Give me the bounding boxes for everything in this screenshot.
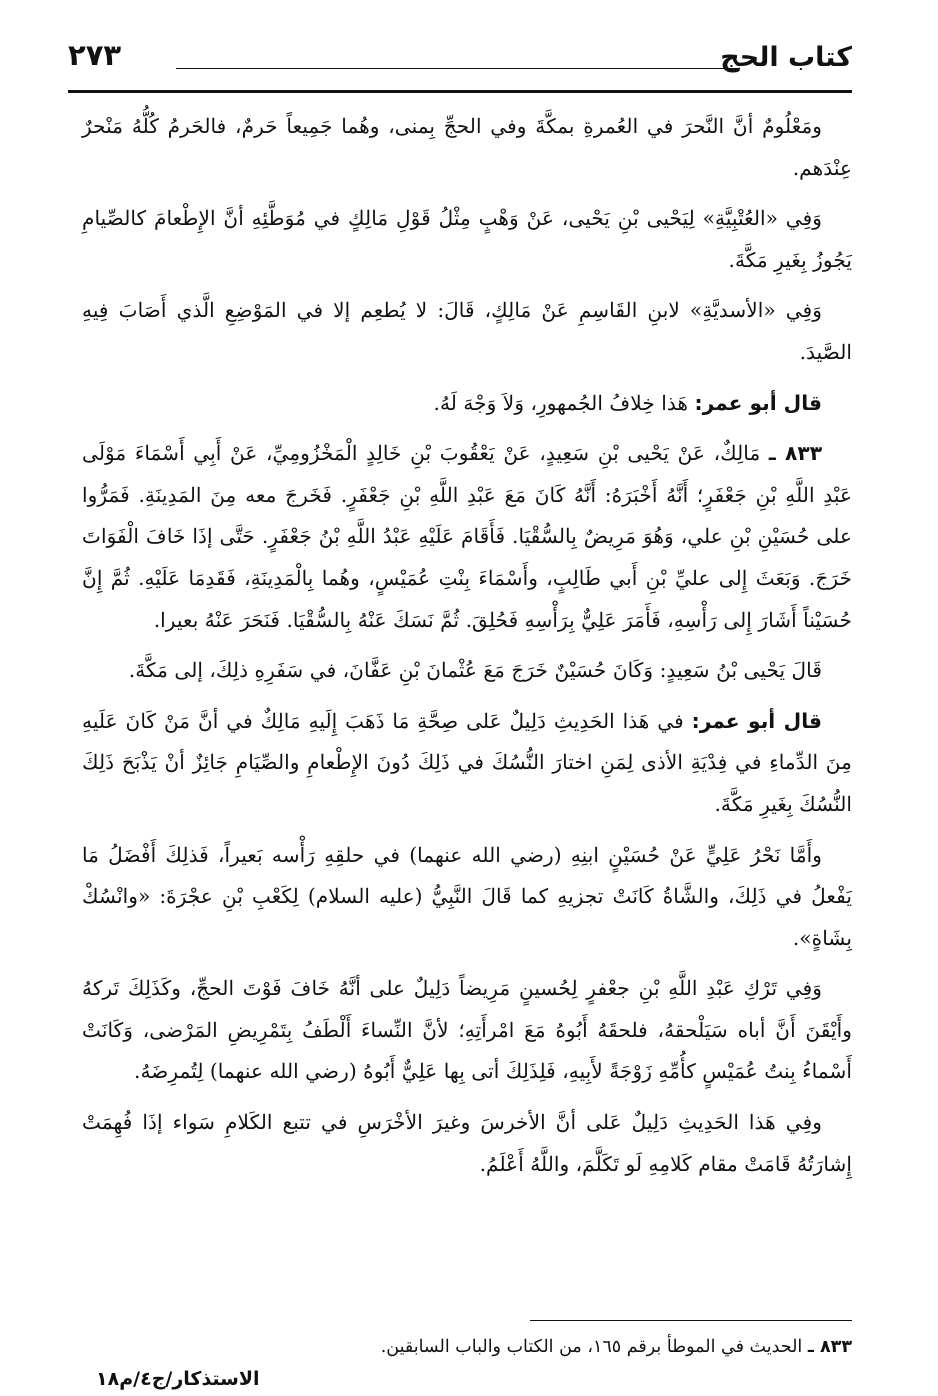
paragraph-text: وأَمَّا نَحْرُ عَلِيٍّ عَنْ حُسَيْنٍ ابنِهِ (رضي الله عنهما) في حلقِهِ رَأْسه بَعيراً، فَذلِكَ أَفْضَلُ مَا يَفْعلُ في ذَلِكَ، والشَّاةُ كَانَتْ تجزيهِ كما قَالَ النَّبِيُّ (عليه السلام) لِكَعْبِ بْنِ عجْرَةَ: «وانْسُكْ بِشَاةٍ». [82,842,852,950]
paragraph-text: وَفِي تَرْكِ عَبْدِ اللَّهِ بْنِ جعْفرٍ لِحُسينٍ مَرِيضاً دَلِيلٌ على أنَّهُ خَافَ فَوْتَ الحجِّ، وكَذَلِكَ تَركهُ وأَيْقَنَ أَنَّ أباه سَيَلْحقهُ، فلحقَهُ أَبُوهُ مَعَ امْرأَتِهِ؛ لأنَّ النِّساءَ أَلْطَفُ بِتَمْرِيضِ المَرْضى، وَكَانَتْ أَسْماءُ بِنتُ عُمَيْسٍ كأُمِّهِ زَوْجَةً لأَبِيهِ، فَلِذَلِكَ أتى بِها عَلِيٌّ أَبُوهُ (رضي الله عنهما) لِتُمرِضَهُ. [82,976,852,1084]
footnote-separator [530,1320,852,1321]
paragraph [82,106,852,189]
footnote-number: ٨٣٣ ـ [807,1337,852,1357]
hadith-paragraph [82,433,852,641]
speaker-label: قال أبو عمر: [691,708,822,733]
paragraph-text: وَفِي «الأسديَّةِ» لابنِ القَاسِمِ عَنْ مَالِكٍ، قَالَ: لا يُطعِم إلا في المَوْضِعِ الَّذي أَصَابَ فِيهِ الصَّيدَ. [82,298,852,364]
paragraph-text: ومَعْلُومٌ أنَّ النَّحرَ في العُمرةِ بمكَّةَ وفي الحجِّ بِمنى، وهُما جَمِيعاً حَرمٌ، فالحَرمُ كُلُّهُ مَنْحرٌ عِنْدَهم. [82,114,852,180]
running-header [68,38,852,93]
paragraph-text: مَالِكٌ، عَنْ يَحْيى بْنِ سَعِيدٍ، عَنْ يَعْقُوبَ بْنِ خَالِدٍ الْمَخْزُومِيِّ، عَنْ أَبِي أَسْمَاءَ مَوْلَى عَبْدِ اللَّهِ بْنِ جَعْفَرٍ؛ أَنَّهُ أَخْبَرَهُ: أَنَّهُ كَانَ مَعَ عَبْدِ اللَّهِ بْنِ جَعْفَرٍ. فَخَرجَ معه مِنَ المَدِينَةِ. فَمَرُّوا على حُسَيْنِ بْنِ علي، وَهُوَ مَرِيضٌ بِالسُّقْيَا. فَأَقَامَ عَلَيْهِ عَبْدُ اللَّهِ بْنُ جَعْفَرٍ. حَتَّى إذَا خَافَ الْفَوَاتَ خَرَجَ. وَبَعَثَ إِلى عليِّ بْنِ أَبي طَالِبٍ، وأَسْمَاءَ بِنْتِ عُمَيْسٍ، وهُما بِالْمَدِينَةِ، فَقَدِمَا عَلَيْهِ. ثُمَّ إِنَّ حُسَيْناً أَشَارَ إِلى رَأْسِهِ، فَأَمَرَ عَلِيٌّ بِرَأْسِهِ فَحُلِقَ. ثُمَّ نَسَكَ عَنْهُ بِالسُّقْيَا. فَنَحَرَ عَنْهُ بعيرا. [82,441,852,632]
paragraph [82,383,852,425]
paragraph [82,701,852,826]
paragraph [82,198,852,281]
hadith-number: ٨٣٣ ـ [768,441,823,466]
paragraph [82,968,852,1093]
page-body [82,106,852,1194]
speaker-label: قال أبو عمر: [694,390,822,415]
paragraph [82,1102,852,1185]
paragraph [82,835,852,960]
paragraph-text: في هَذا الحَدِيثِ دَلِيلٌ عَلى صِحَّةِ مَا ذَهَبَ إِلَيهِ مَالِكٌ في أنَّ مَنْ كَانَ عَلَيهِ مِنَ الدِّماءِ في فِدْيَةِ الأذى لِمَنِ اختارَ النُّسُكَ في ذَلِكَ دُونَ الإِطْعامِ والصِّيَامِ جَائِزٌ أنْ يَذْبَحَ ذَلِكَ النُّسُكَ بِغَيرِ مَكَّةَ. [82,708,852,816]
paragraph-text: قَالَ يَحْيى بْنُ سَعِيدٍ: وَكَانَ حُسَيْنٌ خَرَجَ مَعَ عُثْمانَ بْنِ عَفَّانَ، في سَفَرِهِ ذلِكَ، إلى مَكَّةَ. [128,658,822,683]
paragraph-text: هَذا خِلافُ الجُمهورِ، وَلاَ وَجْهَ لَهُ. [433,390,689,415]
paragraph [82,650,852,692]
paragraph-text: وَفِي «العُتْبِيَّةِ» لِيَحْيى بْنِ يَحْيى، عَنْ وَهْبٍ مِثْلُ قَوْلِ مَالِكٍ في مُوَطَّئِهِ أنَّ الإِطْعامَ كالصِّيامِ يَجُوزُ بِغَيرِ مَكَّةَ. [82,206,852,272]
footnote-text: الحديث في الموطأ برقم ١٦٥، من الكتاب والباب السابقين. [380,1337,803,1357]
paragraph [82,290,852,373]
paragraph-text: وفِي هَذا الحَدِيثِ دَلِيلٌ عَلى أنَّ الأخرسَ وغيرَ الأخْرَسِ في تتبع الكَلامِ سَواء إذَا فُهِمَتْ إِشارَتُهُ قَامَتْ مقام كَلامِهِ لَو تَكَلَّمَ، واللَّهُ أَعْلَمُ. [82,1110,852,1176]
printer-signature: الاستذكار/ج٤/م١٨ [96,1368,260,1390]
page-number: ٢٧٣ [68,38,122,72]
header-rule [176,68,740,69]
book-title: كتاب الحج [720,42,852,73]
footnote [82,1333,852,1361]
